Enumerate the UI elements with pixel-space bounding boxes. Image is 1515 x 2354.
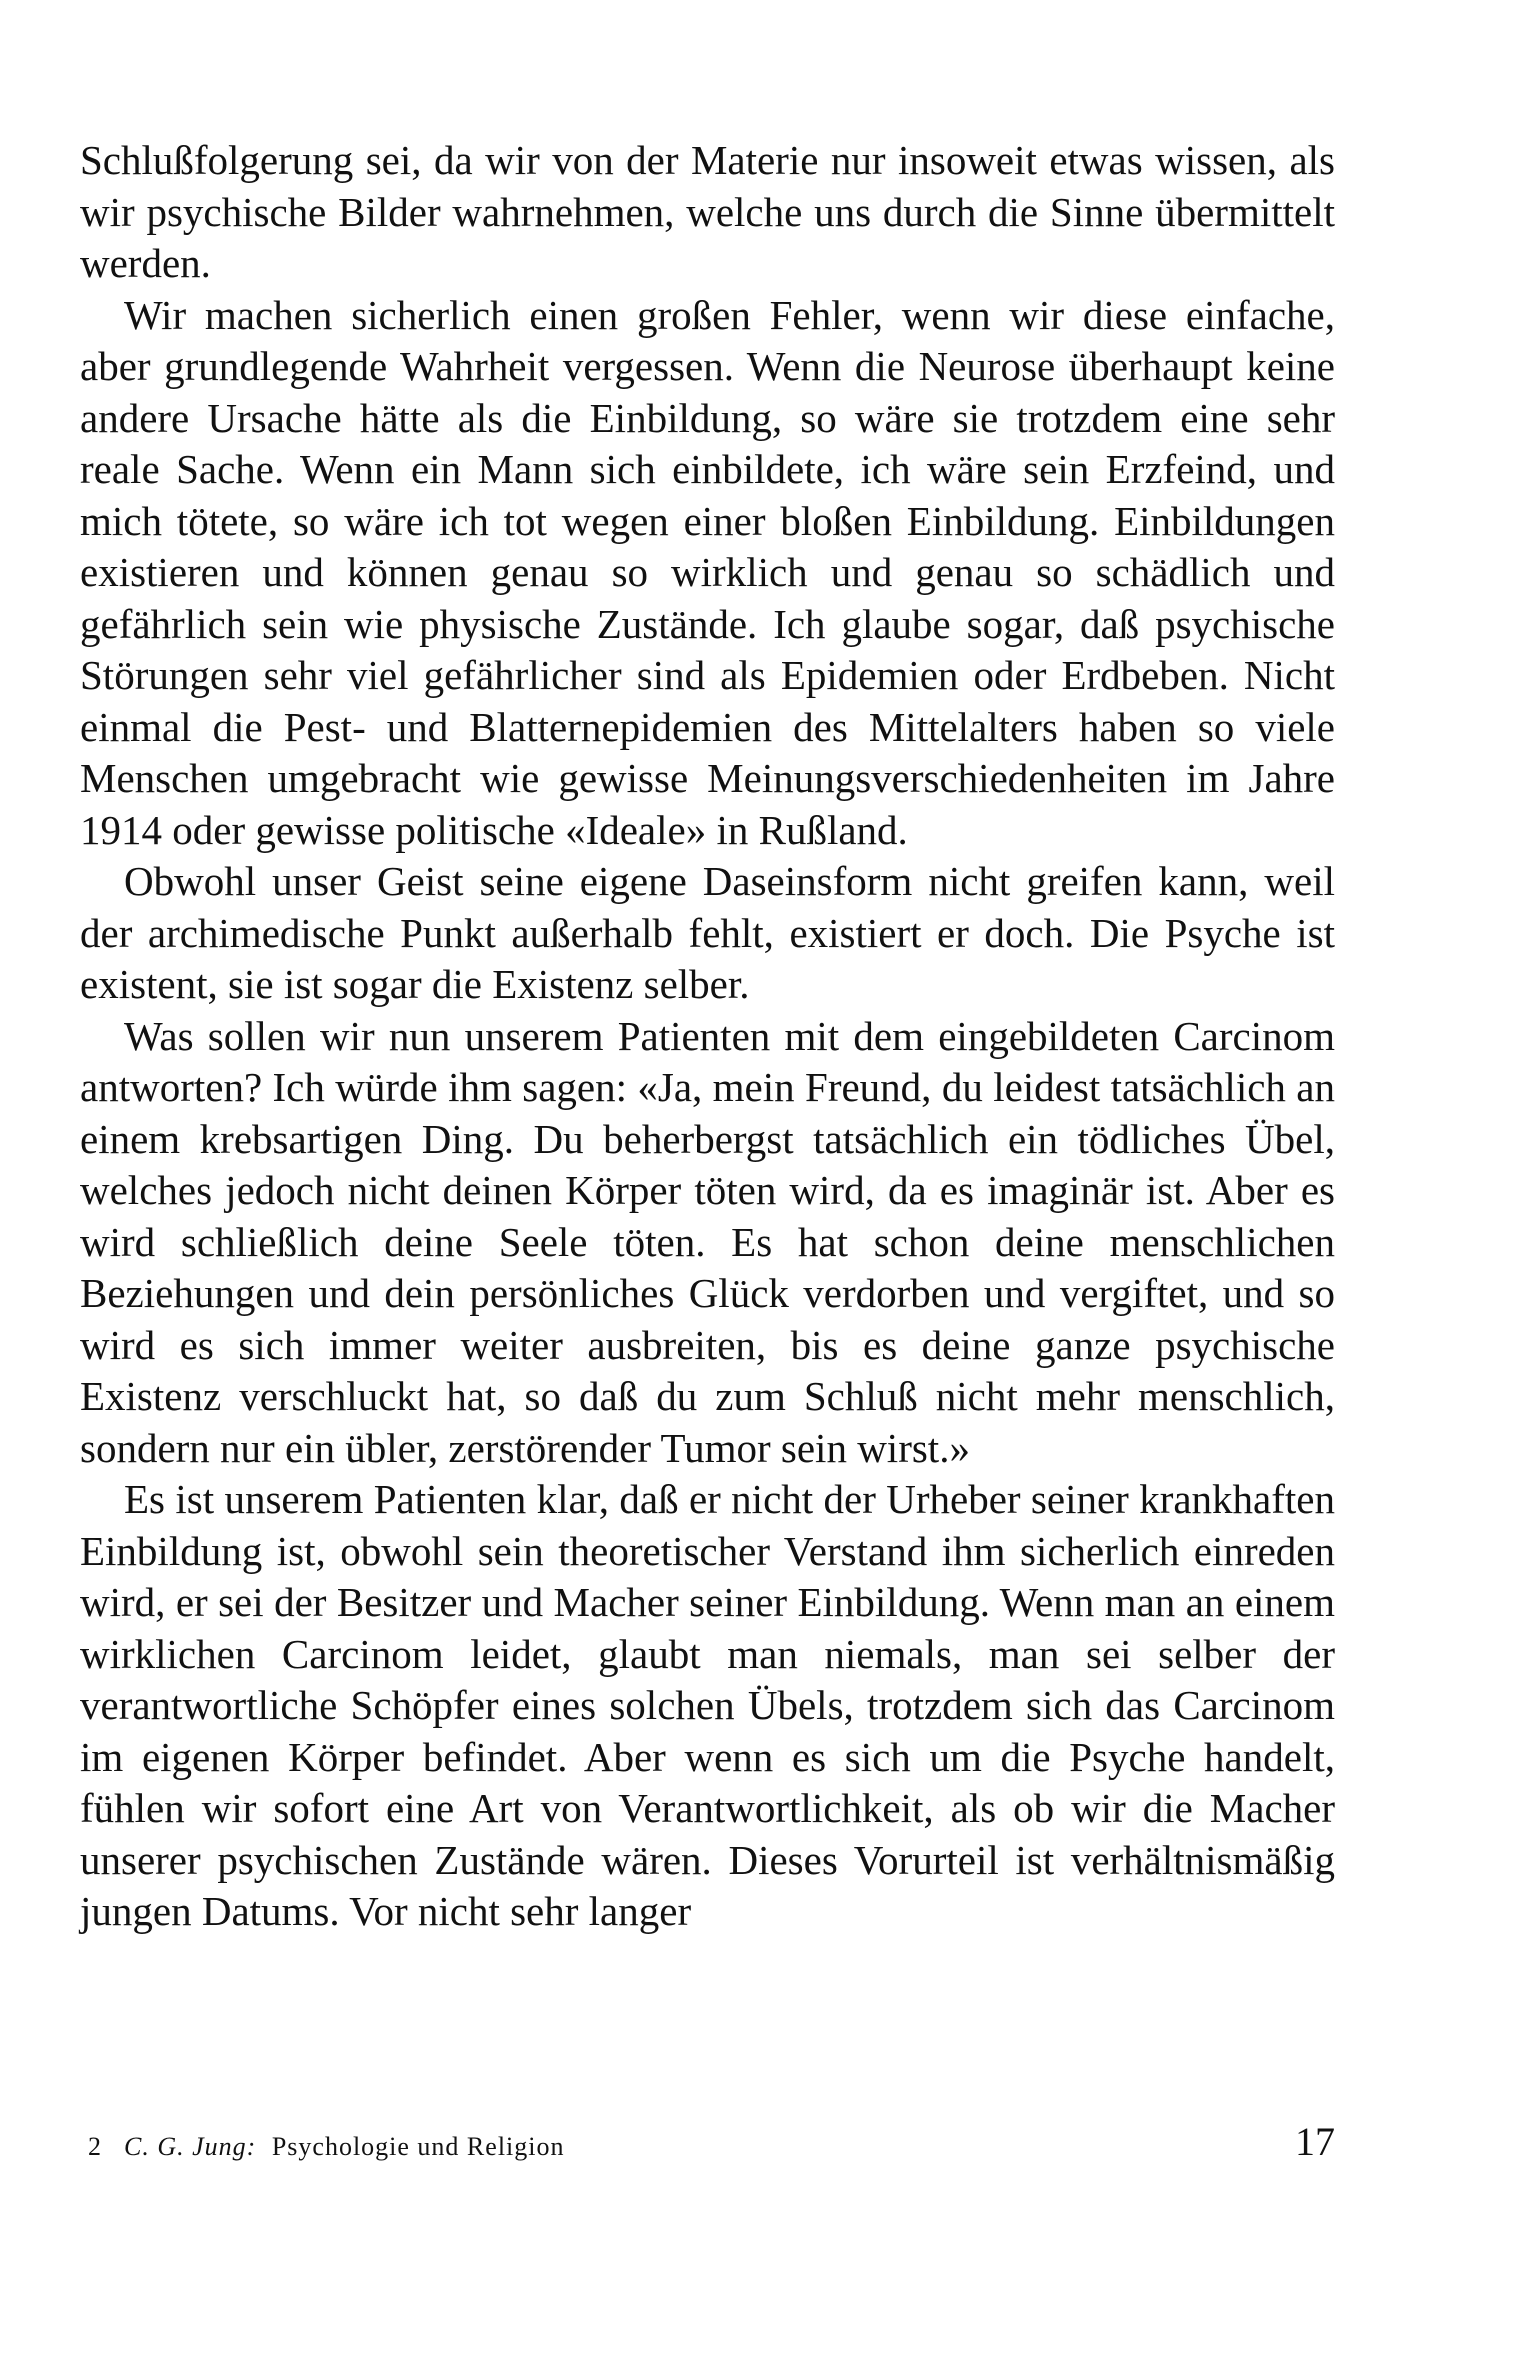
- paragraph: Wir machen sicherlich einen großen Fehler, wenn wir diese einfache, aber grundlegende Wahrheit vergessen. Wenn die Neurose überhaupt keine andere Ursache hätte als die Einbildung, so wäre sie trotzdem eine sehr reale Sache. Wenn ein Mann sich einbildete, ich wäre sein Erzfeind, und mich tötete, so wäre ich tot wegen einer bloßen Einbildung. Einbildungen existieren und können genau so wirklich und genau so schädlich und gefährlich sein wie physische Zustände. Ich glaube sogar, daß psychische Störungen sehr viel gefährlicher sind als Epidemien oder Erdbeben. Nicht einmal die Pest- und Blatternepidemien des Mittelalters haben so viele Menschen umgebracht wie gewisse Meinungsverschiedenheiten im Jahre 1914 oder gewisse politische «Ideale» in Rußland.: [80, 291, 1335, 853]
- signature-title: Psychologie und Religion: [271, 2132, 565, 2161]
- page-number: 17: [1295, 2119, 1335, 2164]
- signature-number: 2: [88, 2132, 102, 2161]
- paragraph-continuation: Schlußfolgerung sei, da wir von der Materie nur insoweit etwas wissen, als wir psychische Bilder wahrnehmen, welche uns durch die Sinne übermittelt werden.: [80, 137, 1335, 286]
- printer-signature: [88, 2132, 565, 2162]
- page-footer: [80, 2118, 1335, 2178]
- paragraph: Was sollen wir nun unserem Patienten mit dem eingebildeten Carcinom antworten? Ich würde ihm sagen: «Ja, mein Freund, du leidest tatsächlich an einem krebsartigen Ding. Du beherbergst tatsächlich ein tödliches Übel, welches jedoch nicht deinen Körper töten wird, da es imaginär ist. Aber es wird schließlich deine Seele töten. Es hat schon deine menschlichen Beziehungen und dein persönliches Glück verdorben und vergiftet, und so wird es sich immer weiter ausbreiten, bis es deine ganze psychische Existenz verschluckt hat, so daß du zum Schluß nicht mehr menschlich, sondern nur ein übler, zerstörender Tumor sein wirst.»: [80, 1012, 1335, 1471]
- body-text: [80, 135, 1335, 1938]
- paragraph: Es ist unserem Patienten klar, daß er nicht der Urheber seiner krankhaften Einbildung ist, obwohl sein theoretischer Verstand ihm sicherlich einreden wird, er sei der Besitzer und Macher seiner Einbildung. Wenn man an einem wirklichen Carcinom leidet, glaubt man niemals, man sei selber der verantwortliche Schöpfer eines solchen Übels, trotzdem sich das Carcinom im eigenen Körper befindet. Aber wenn es sich um die Psyche handelt, fühlen wir sofort eine Art von Verantwortlichkeit, als ob wir die Macher unserer psychischen Zustände wären. Dieses Vorurteil ist verhältnismäßig jungen Datums. Vor nicht sehr langer: [80, 1476, 1335, 1934]
- paragraph: Obwohl unser Geist seine eigene Daseinsform nicht greifen kann, weil der archimedische Punkt außerhalb fehlt, existiert er doch. Die Psyche ist existent, sie ist sogar die Existenz selber.: [80, 858, 1335, 1007]
- signature-author: C. G. Jung:: [124, 2132, 257, 2161]
